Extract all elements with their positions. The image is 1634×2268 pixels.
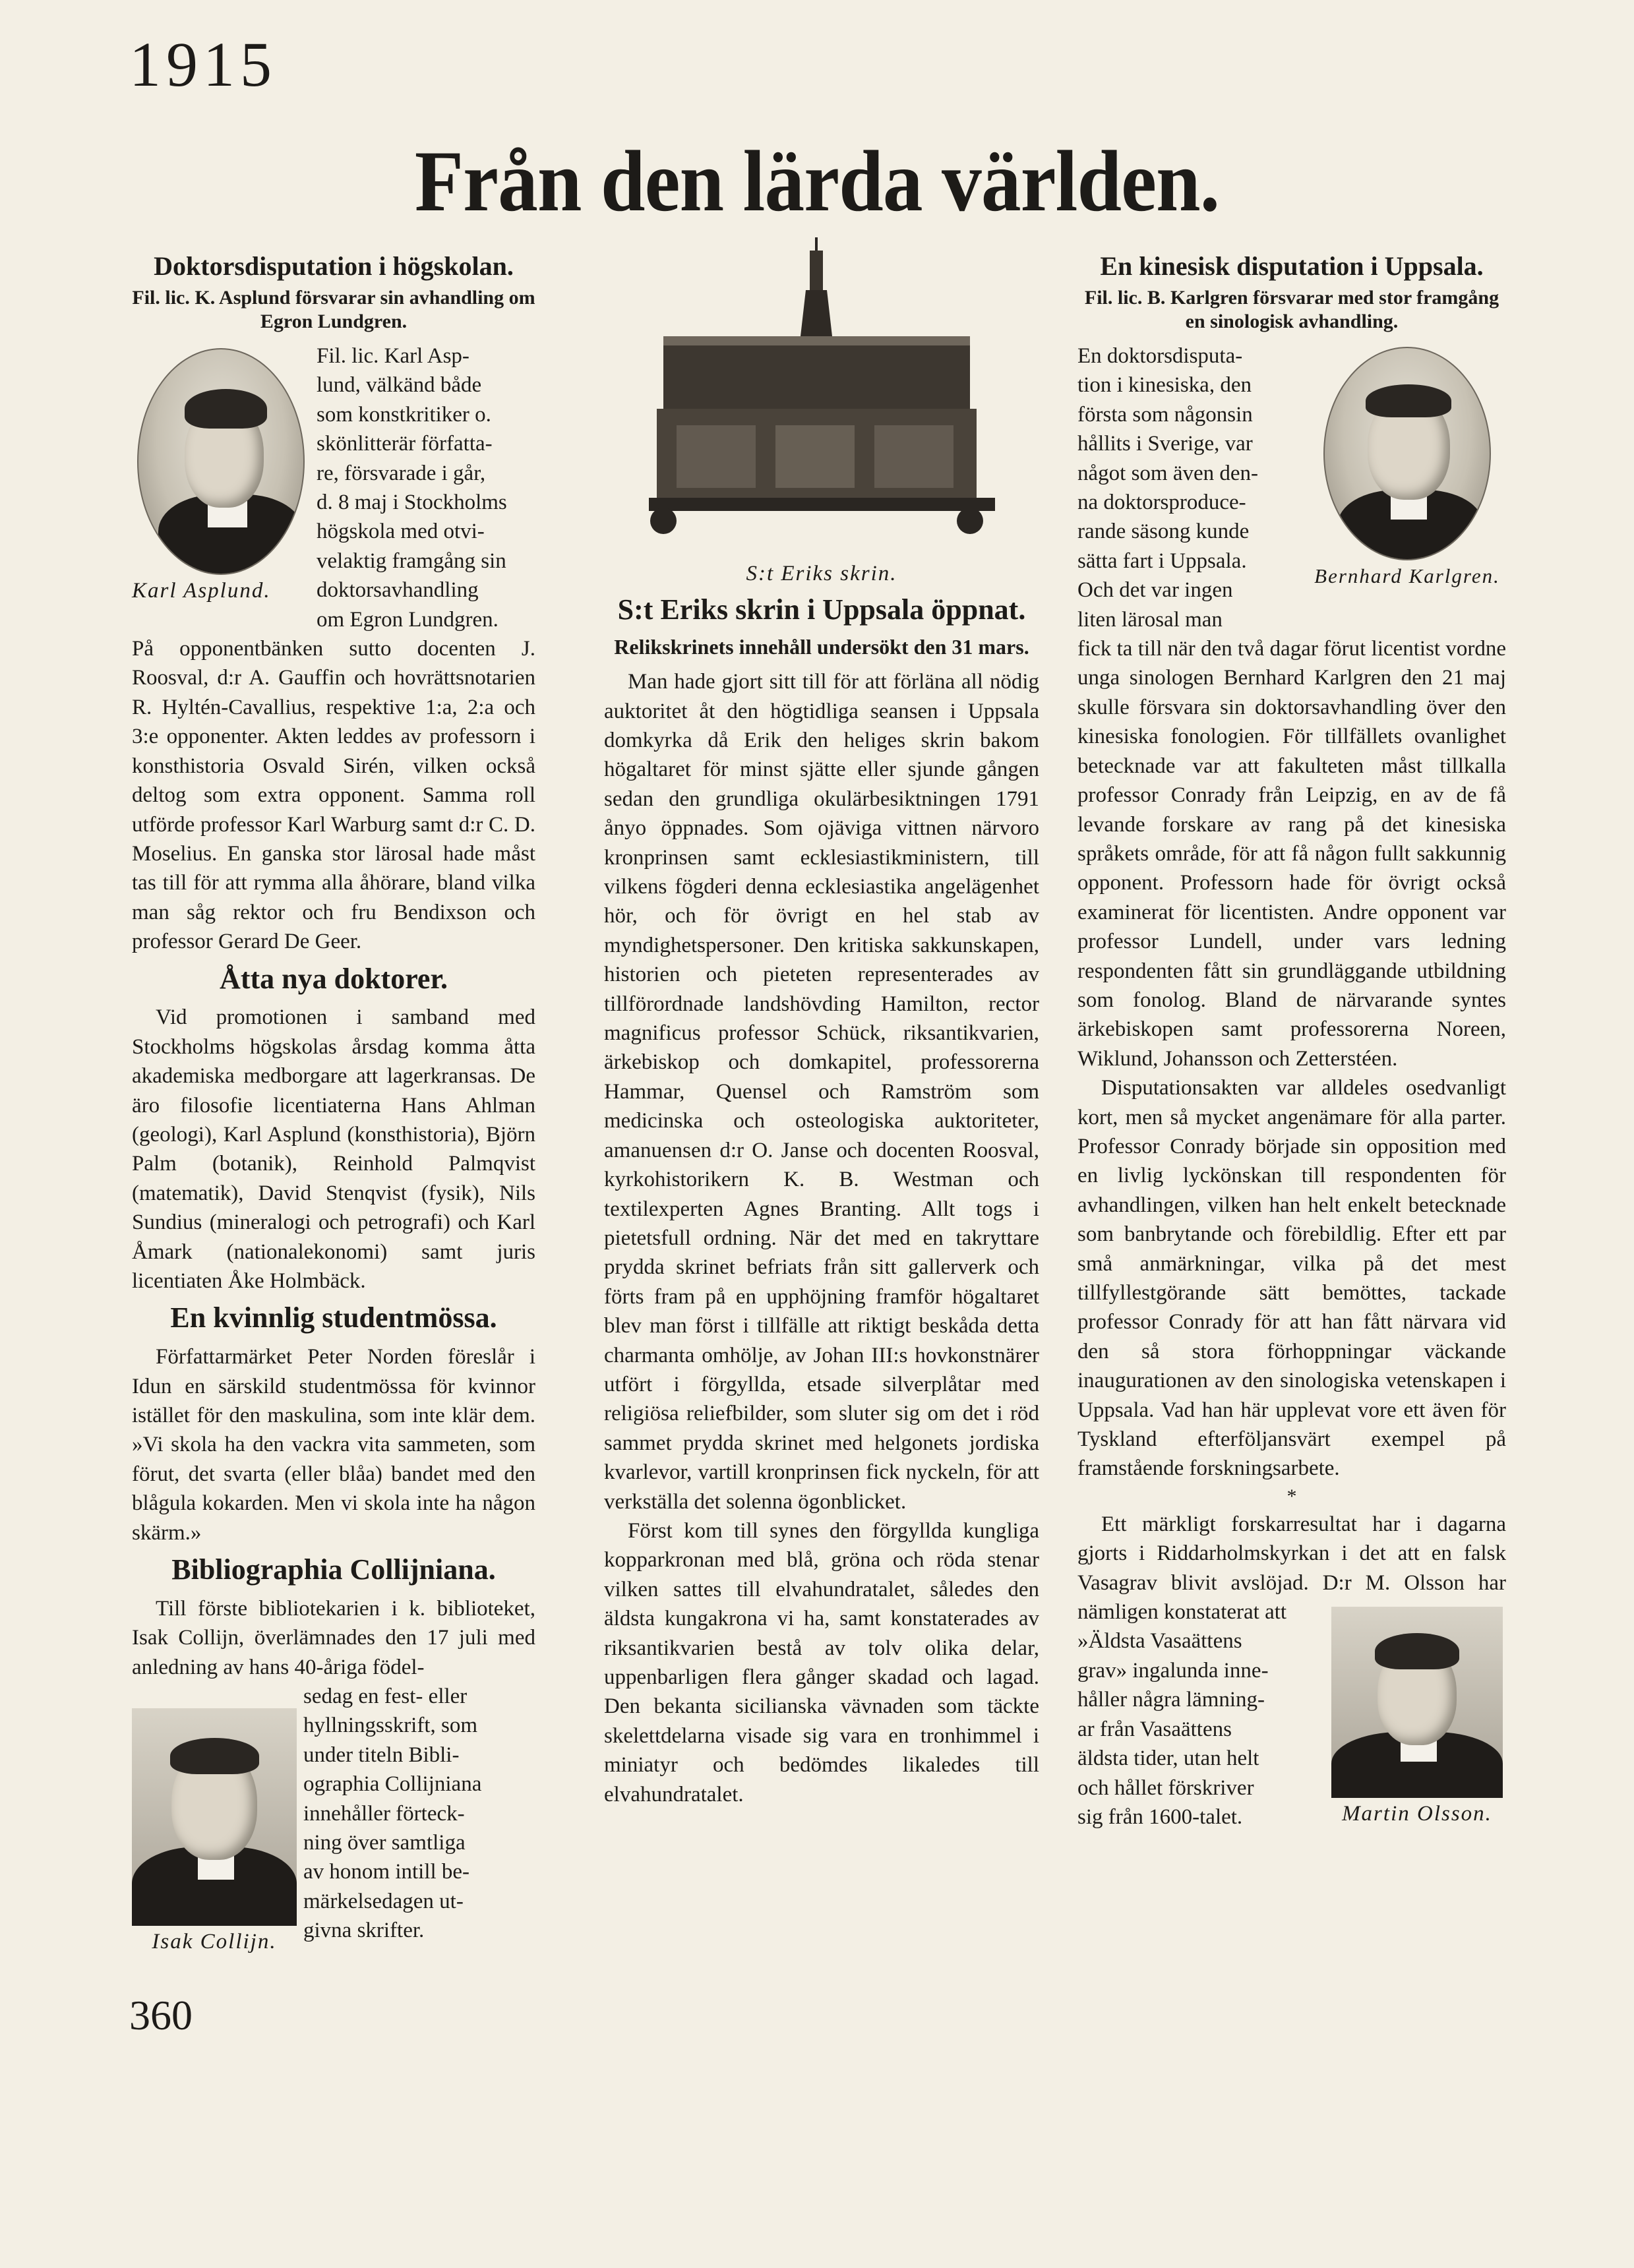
section-heading: Doktorsdisputation i högskolan.	[154, 251, 514, 281]
paragraph: På opponentbänken sutto docenten J. Roosval, d:r A. Gauffin och hovrättsnotarien R. Hyltén-Cavallius, respektive 1:a, 2:a och 3:e opponenter. Akten leddes av professorn i konsthistoria Osvald Sirén, vilken också deltog som extra opponent. Samma roll utförde professor Karl Warburg samt d:r C. D. Moselius. En ganska stor lärosal hade måst tas till för att rymma alla åhörare, bland vilka man såg rektor och fru Bendixson och professor Gerard De Geer.	[132, 637, 535, 954]
page-title: Från den lärda världen.	[414, 133, 1220, 229]
olsson-block	[1077, 1626, 1506, 1832]
section-subheading: Fil. lic. B. Karlgren försvarar med stor framgång en sinologisk avhandling.	[1084, 287, 1499, 332]
caption-bernhard-karlgren: Bernhard Karlgren.	[1314, 564, 1500, 587]
caption-isak-collijn: Isak Collijn.	[152, 1930, 277, 1954]
text-line: håller några lämning-	[1077, 1688, 1265, 1712]
paragraph: Man hade gjort sitt till för att förläna all nödig auktoritet åt den högtidliga seansen i Uppsala domkyrka då Erik den heliges skrin bakom högaltaret för minst sjätte eller sjunde gången sedan den grundliga okulärbesiktningen 1791 ånyo öppnades. Som ojäviga vittnen närvoro kronprinsen samt ecklesiastikministern, till vilkens fögderi denna ecklesiastika angelägenhet hör, och för övrigt en hel stab av myndighetspersoner. Den kritiska sakkunskapen, historien och pieteten representerades av tillförordnade landshövding Hamilton, rector magnificus professor Schück, riksantikvarien, ärkebiskop och domkapitel, professorerna Hammar, Quensel och Ramström som medicinska och osteologiska auktoriteter, amanuensen d:r O. Janse och docenten Roosval, kyrkohistorikern K. B. Westman och textilexperten Agnes Branting. Allt togs i pietetsfull ordning. När det med en takryttare prydda skrinet befriats från sitt gallerverk och förts fram på en upphöjning framför högaltaret blev man först i tillfälle att riktigt beskåda detta charmanta omhölje, av Johan III:s hovkonstnärer utfört i förgyllda, etsade silverplåtar med religiösa reliefbilder, som sluter sig om det i röd sammet prydda skrinet med helgonets jordiska kvarlevor, vartill kronprinsen fick nyckeln, för att verkställa det solenna ögonblicket.	[604, 670, 1039, 1514]
paragraph: Vid promotionen i samband med Stockholms högskolas årsdag komma åtta akademiska medborgare att lagerkransas. De äro filosofie licentiaterna Hans Ahlman (geologi), Karl Asplund (konsthistoria), Björn Palm (botanik), Reinhold Palmqvist (matematik), David Stenqvist (fysik), Nils Sundius (mineralogi och petrografi) och Karl Åmark (nationalekonomi) samt juris licentiaten Åke Holmbäck.	[132, 1005, 535, 1293]
karlgren-figure	[1308, 342, 1506, 634]
text-line: ar från Vasaättens	[1077, 1717, 1232, 1741]
portrait-karl-asplund	[137, 348, 305, 575]
casket-figure	[604, 237, 1039, 586]
text-line: sig från 1600-talet.	[1077, 1805, 1243, 1829]
collijn-figure	[132, 1682, 297, 1954]
text-line: som konstkritiker o.	[317, 402, 491, 427]
casket-image	[637, 237, 1006, 547]
section-heading: Bibliographia Collijniana.	[171, 1553, 496, 1586]
paragraph: fick ta till när den två dagar förut licentist vordne unga sinologen Bernhard Karlgren den 21 maj skulle försvara sin doktorsavhandling över den kinesiska fonologien. För tillfällets ovanlighet betecknade var att fakulteten måst tillkalla professor Conrady från Leipzig, en av de få levande forskare av rang på det kinesiska språkets område, för att få någon fullt sakkunnig opponent. Professorn hade för övrigt också examinerat för licentisten. Andre opponent var professor Lundell, under vars ledning respondenten fått sin grundläggande utbildning som fonolog. Bland de närvarande syntes ärkebiskopen samt professorerna Noreen, Wiklund, Johansson och Zetterstéen.	[1077, 637, 1506, 1071]
text-line: ographia Collijniana	[303, 1772, 482, 1797]
text-line: velaktig framgång sin	[317, 549, 506, 573]
text-line: och hållet förskriver	[1077, 1776, 1254, 1800]
text-line: doktorsavhandling	[317, 578, 479, 603]
middle-column	[604, 237, 1039, 1809]
text-line: sätta fart i Uppsala.	[1077, 549, 1247, 573]
text-line: Och det var ingen	[1077, 578, 1233, 603]
paragraph: Först kom till synes den förgyllda kungliga kopparkronan med blå, gröna och röda stenar vilken sattes till elvahundratalet, således den äldsta kungakrona vi ha, samt konstaterades av riksantikvarien bestå av tolv olika delar, uppenbarligen flera gånger skadad och lagad. Den bekanta sicilianska vävnaden som täckte skelettdelarna visade sig vara en tronhimmel i miniatyr och bedömdes likaledes till elvahundratalet.	[604, 1518, 1039, 1806]
section-subheading: Fil. lic. K. Asplund försvarar sin avhandling om Egron Lundgren.	[132, 287, 535, 332]
asplund-block	[132, 342, 535, 634]
page-number: 360	[129, 1992, 193, 2039]
portrait-bernhard-karlgren	[1323, 347, 1491, 560]
right-column	[1077, 251, 1506, 1832]
text-line: lund, välkänd både	[317, 373, 482, 398]
olsson-figure	[1328, 1626, 1506, 1832]
portrait-isak-collijn	[132, 1708, 297, 1926]
text-line: givna skrifter.	[303, 1919, 425, 1943]
text-line: liten lärosal man	[1077, 607, 1223, 632]
text-line: grav» ingalunda inne-	[1077, 1658, 1269, 1683]
asplund-intro	[317, 342, 535, 634]
text-line: första som någonsin	[1077, 402, 1253, 427]
paragraph: Ett märkligt forskarresultat har i dagarna gjorts i Riddarholmskyrkan i det att en falsk Vasagrav blivit avslöjad. D:r M. Olsson har nämligen konstaterat att	[1077, 1512, 1506, 1625]
text-line: högskola med otvi-	[317, 520, 485, 544]
text-line: ning över samtliga	[303, 1831, 466, 1855]
text-line: hållits i Sverige, var	[1077, 432, 1253, 456]
section-heading: S:t Eriks skrin i Uppsala öppnat.	[617, 593, 1026, 626]
section-heading: Åtta nya doktorer.	[220, 962, 448, 995]
text-line: skönlitterär författa-	[317, 432, 493, 456]
text-line: äldsta tider, utan helt	[1077, 1746, 1259, 1771]
text-line: märkelsedagen ut-	[303, 1889, 464, 1913]
text-line: av honom intill be-	[303, 1860, 470, 1884]
olsson-text	[1077, 1626, 1321, 1832]
section-separator: *	[1286, 1485, 1297, 1507]
year-heading: 1915	[129, 29, 277, 100]
collijn-block	[132, 1682, 535, 1954]
text-line: sedag en fest- eller	[303, 1685, 468, 1709]
text-line: re, försvarade i går,	[317, 461, 486, 485]
text-line: om Egron Lundgren.	[317, 607, 499, 632]
paragraph: Till förste bibliotekarien i k. biblioteket, Isak Collijn, överlämnades den 17 juli med anledning av hans 40-åriga födel-	[132, 1596, 535, 1679]
text-line: rande säsong kunde	[1077, 520, 1250, 544]
text-line: hyllningsskrift, som	[303, 1714, 478, 1738]
text-line: d. 8 maj i Stockholms	[317, 491, 507, 515]
collijn-text	[303, 1682, 535, 1954]
text-line: under titeln Bibli-	[303, 1743, 460, 1767]
paragraph: Författarmärket Peter Norden föreslår i Idun en särskild studentmössa för kvinnor istället för den maskulina, som inte klär dem. »Vi skola ha den vackra vita sammeten, som förut, det svarta (eller blåa) bandet med den blågula kokarden. Men vi skola inte ha någon skärm.»	[132, 1345, 535, 1545]
section-heading: En kinesisk disputation i Uppsala.	[1100, 251, 1484, 281]
text-line: något som även den-	[1077, 461, 1259, 485]
karlgren-intro	[1077, 342, 1302, 634]
text-line: Fil. lic. Karl Asp-	[317, 344, 469, 368]
caption-st-eriks-skrin: S:t Eriks skrin.	[746, 562, 897, 585]
text-line: tion i kinesiska, den	[1077, 373, 1252, 398]
paragraph: Disputationsakten var alldeles osedvanligt kort, men så mycket angenämare för alla parter. Professor Conrady började sin opposition med en livlig lyckönskan till respondenten för avhandlingen, vilken han helt enkelt betecknade som banbrytande och förebildlig. Efter ett par små anmärkningar, vilka på det mest tillfyllestgörande sätt bemöttes, tackade professor Conrady för att han fått närvara vid den så stora förhoppningar väckande inaugurationen av den sinologiska vetenskapen i Uppsala. Vad han här upplevat vore ett även för Tyskland efterföljansvärt exempel på framstående forskningsarbete.	[1077, 1076, 1506, 1481]
text-line: innehåller förteck-	[303, 1801, 465, 1826]
caption-martin-olsson: Martin Olsson.	[1342, 1802, 1492, 1826]
caption-karl-asplund: Karl Asplund.	[132, 579, 271, 603]
portrait-martin-olsson	[1331, 1607, 1503, 1798]
left-column	[132, 251, 535, 1954]
asplund-figure	[132, 342, 310, 634]
text-line: En doktorsdisputa-	[1077, 344, 1243, 368]
section-heading: En kvinnlig studentmössa.	[170, 1301, 497, 1334]
text-line: »Äldsta Vasaättens	[1077, 1629, 1242, 1654]
karlgren-block	[1077, 342, 1506, 634]
section-subheading: Relikskrinets innehåll undersökt den 31 mars.	[614, 634, 1029, 659]
text-line: na doktorsproduce-	[1077, 491, 1246, 515]
